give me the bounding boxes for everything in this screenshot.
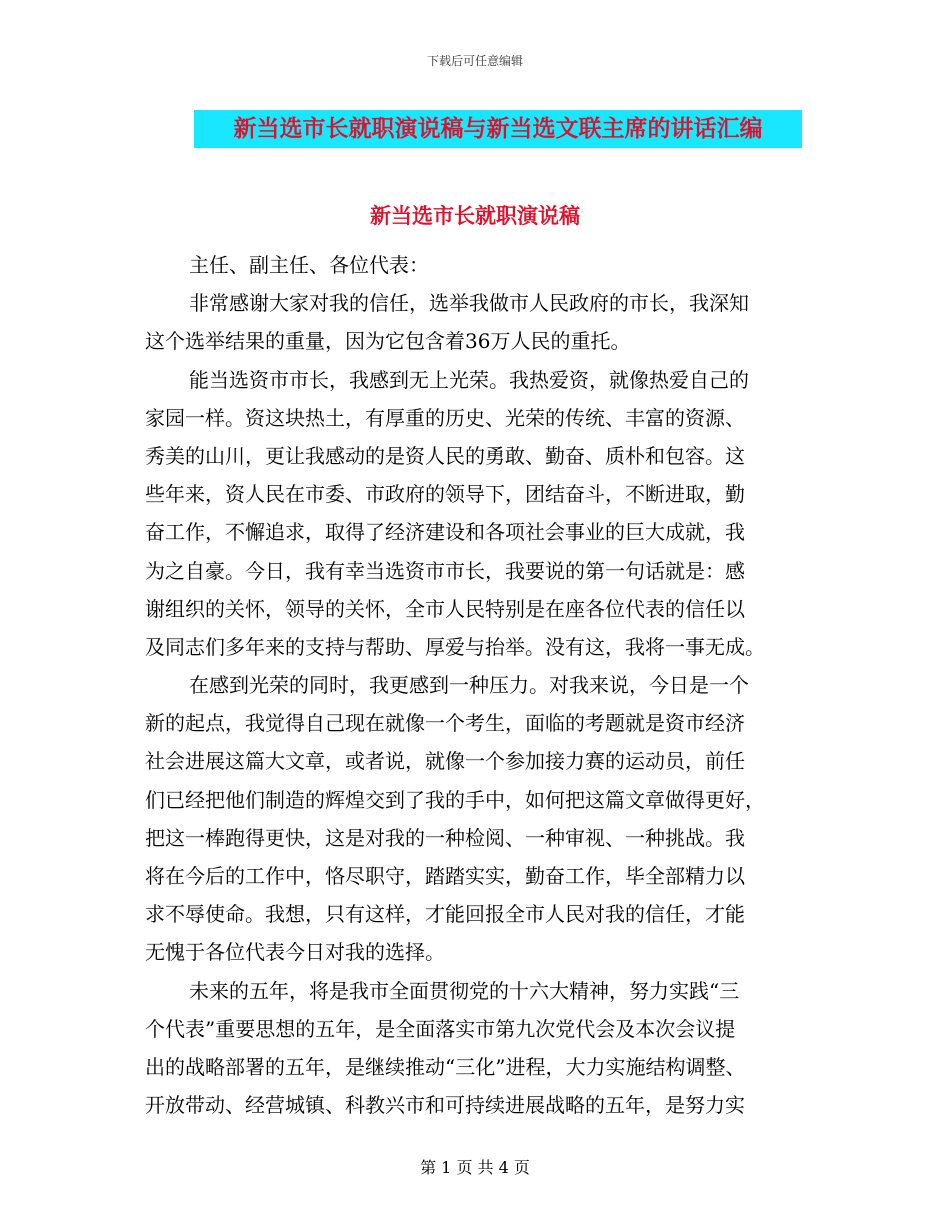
body-line: 出的战略部署的五年，是继续推动“三化”进程，大力实施结构调整、 bbox=[145, 1054, 746, 1079]
document-body bbox=[145, 246, 810, 1124]
body-line: 社会进展这篇大文章，或者说，就像一个参加接力赛的运动员，前任 bbox=[145, 749, 745, 774]
main-title-highlight bbox=[194, 110, 802, 148]
body-line: 新的起点，我觉得自己现在就像一个考生，面临的考题就是资市经济 bbox=[145, 711, 745, 736]
body-line: 主任、副主任、各位代表： bbox=[189, 253, 429, 277]
body-line: 开放带动、经营城镇、科教兴市和可持续进展战略的五年，是努力实 bbox=[145, 1093, 745, 1118]
body-line: 能当选资市市长，我感到无上光荣。我热爱资，就像热爱自己的 bbox=[189, 367, 749, 392]
body-line: 未来的五年，将是我市全面贯彻党的十六大精神，努力实践“三 bbox=[189, 978, 740, 1003]
body-line: 谢组织的关怀，领导的关怀，全市人民特别是在座各位代表的信任以 bbox=[145, 596, 745, 621]
body-line: 这个选举结果的重量，因为它包含着36万人民的重托。 bbox=[145, 329, 631, 354]
header-note: 下载后可任意编辑 bbox=[426, 54, 523, 68]
body-line: 将在今后的工作中，恪尽职守，踏踏实实，勤奋工作，毕全部精力以 bbox=[145, 864, 745, 888]
body-line: 在感到光荣的同时，我更感到一种压力。对我来说，今日是一个 bbox=[189, 673, 749, 698]
body-line: 把这一棒跑得更快，这是对我的一种检阅、一种审视、一种挑战。我 bbox=[145, 825, 745, 850]
body-line: 为之自豪。今日，我有幸当选资市市长，我要说的第一句话就是：感 bbox=[145, 558, 745, 583]
section-title: 新当选市长就职演说稿 bbox=[370, 203, 580, 228]
main-title: 新当选市长就职演说稿与新当选文联主席的讲话汇编 bbox=[233, 115, 763, 142]
body-line: 非常感谢大家对我的信任，选举我做市人民政府的市长，我深知 bbox=[189, 291, 749, 316]
body-line: 个代表”重要思想的五年，是全面落实市第九次党代会及本次会议提 bbox=[145, 1016, 736, 1041]
body-line: 们已经把他们制造的辉煌交到了我的手中，如何把这篇文章做得更好， bbox=[145, 787, 765, 812]
body-line: 些年来，资人民在市委、市政府的领导下，团结奋斗，不断进取，勤 bbox=[145, 482, 745, 507]
body-line: 奋工作，不懈追求，取得了经济建设和各项社会事业的巨大成就，我 bbox=[145, 520, 745, 545]
body-line: 无愧于各位代表今日对我的选择。 bbox=[145, 940, 445, 965]
body-line: 及同志们多年来的支持与帮助、厚爱与抬举。没有这，我将一事无成。 bbox=[145, 634, 765, 659]
body-line: 家园一样。资这块热土，有厚重的历史、光荣的传统、丰富的资源、 bbox=[145, 405, 745, 430]
body-line: 求不辱使命。我想，只有这样，才能回报全市人民对我的信任，才能 bbox=[145, 902, 745, 927]
body-line: 秀美的山川，更让我感动的是资人民的勇敢、勤奋、质朴和包容。这 bbox=[145, 443, 745, 468]
page-footer: 第 1 页 共 4 页 bbox=[420, 1158, 530, 1177]
